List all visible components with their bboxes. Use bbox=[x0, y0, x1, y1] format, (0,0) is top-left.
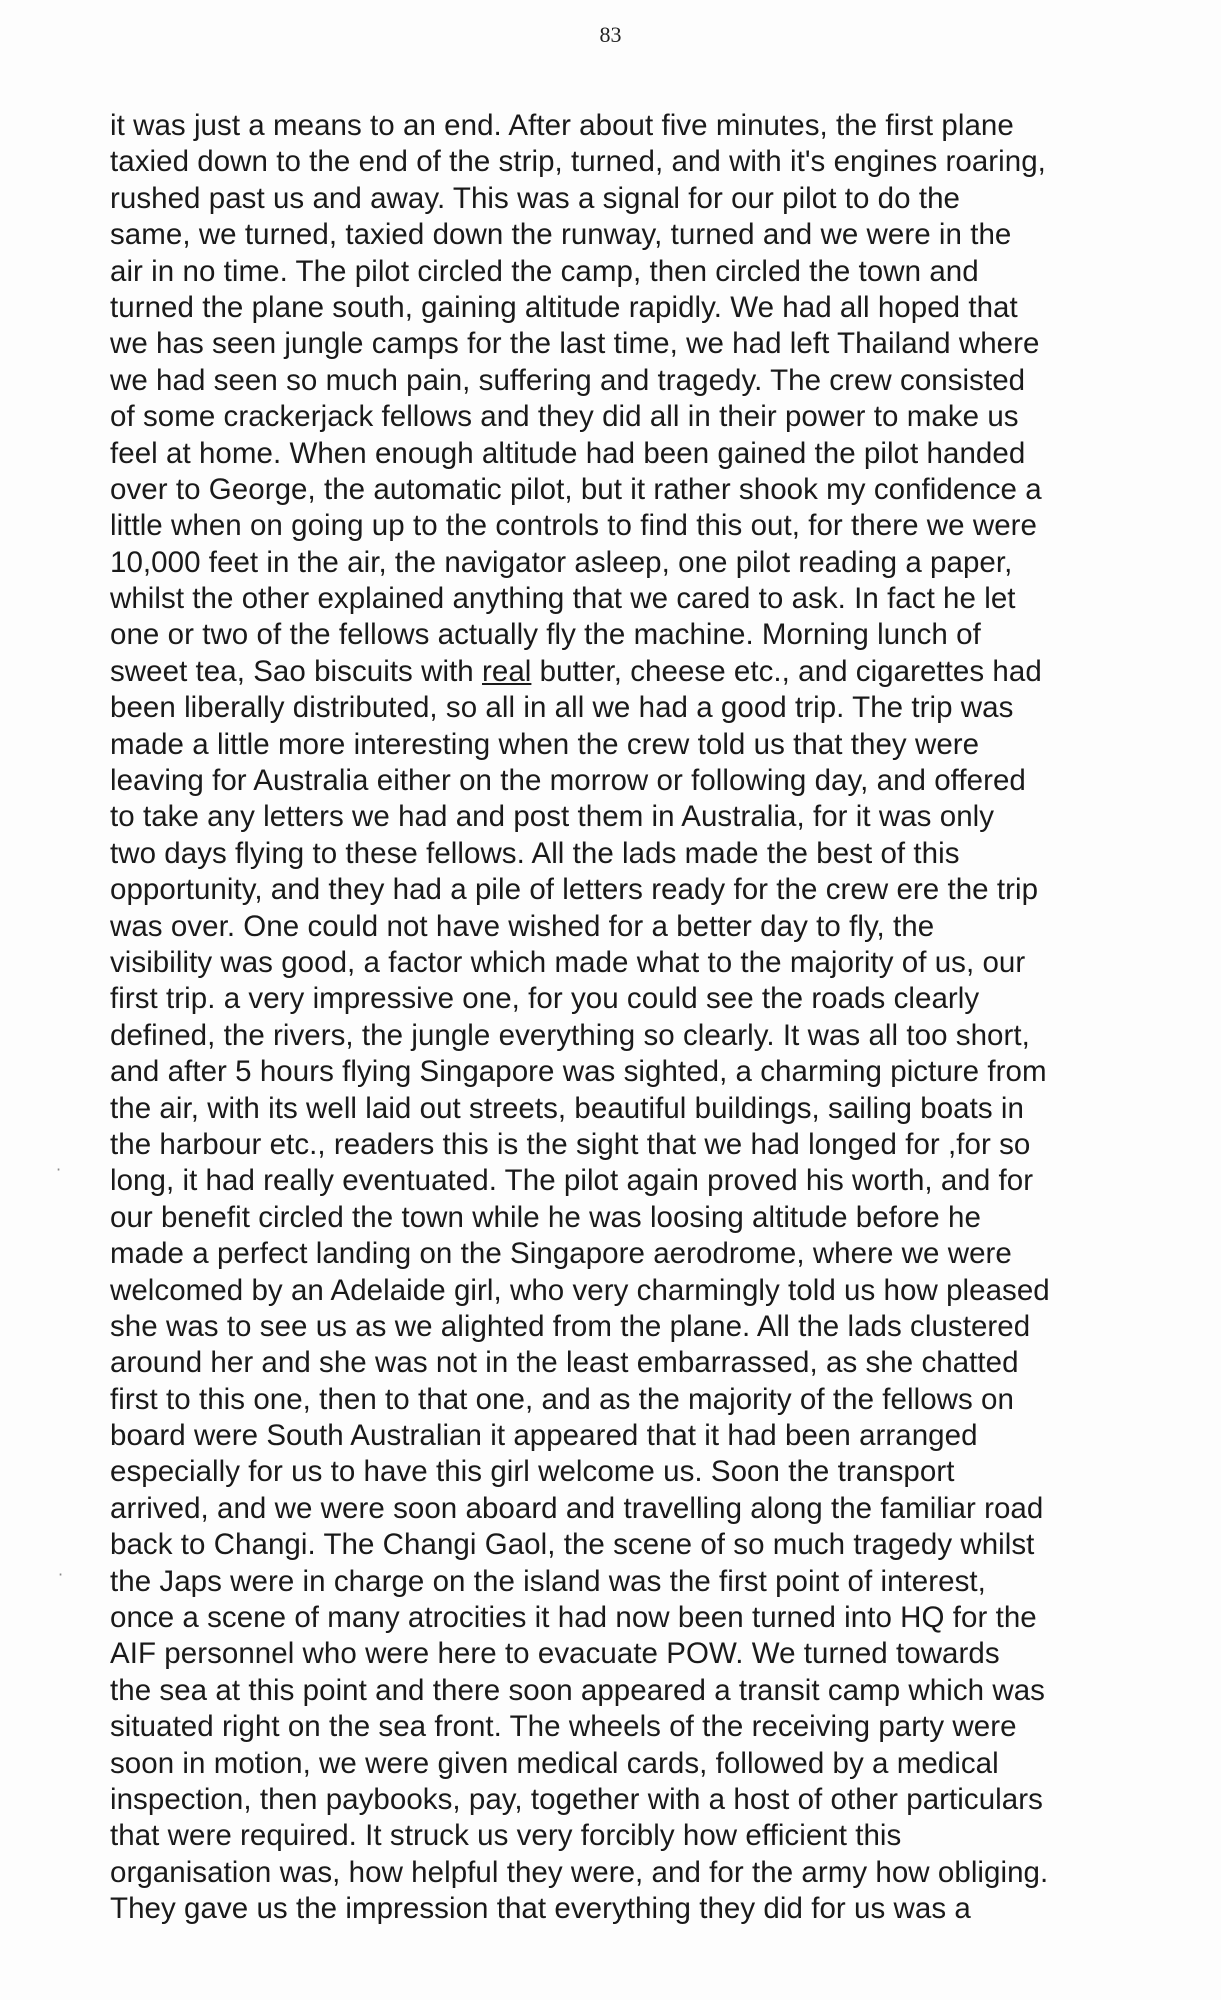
text-line: and after 5 hours flying Singapore was sighted, a charming picture from bbox=[110, 1055, 1047, 1089]
underlined-word: real bbox=[482, 654, 532, 688]
text-line: around her and she was not in the least embarrassed, as she chatted bbox=[110, 1346, 1019, 1380]
text-line: little when on going up to the controls to find this out, for there we were bbox=[110, 509, 1037, 543]
text-line: soon in motion, we were given medical cards, followed by a medical bbox=[110, 1746, 999, 1780]
text-line: we had seen so much pain, suffering and tragedy. The crew consisted bbox=[110, 363, 1026, 397]
text-line: welcomed by an Adelaide girl, who very charmingly told us how pleased bbox=[110, 1273, 1050, 1307]
page-number: 83 bbox=[599, 22, 622, 47]
text-line: inspection, then paybooks, pay, together with a host of other particulars bbox=[110, 1782, 1043, 1816]
text-line: the air, with its well laid out streets, beautiful buildings, sailing boats in bbox=[110, 1091, 1024, 1125]
text-line: organisation was, how helpful they were, and for the army how obliging. bbox=[110, 1855, 1049, 1889]
text-segment: butter, cheese etc., and cigarettes had bbox=[531, 654, 1042, 688]
text-line: over to George, the automatic pilot, but it rather shook my confidence a bbox=[110, 472, 1042, 506]
text-line: taxied down to the end of the strip, turned, and with it's engines roaring, bbox=[110, 145, 1046, 179]
text-line: our benefit circled the town while he was loosing altitude before he bbox=[110, 1200, 981, 1234]
scan-speck: · bbox=[58, 1565, 64, 1584]
text-line: she was to see us as we alighted from the plane. All the lads clustered bbox=[110, 1309, 1031, 1343]
text-line: defined, the rivers, the jungle everything so clearly. It was all too short, bbox=[110, 1018, 1030, 1052]
text-line: feel at home. When enough altitude had been gained the pilot handed bbox=[110, 436, 1026, 470]
text-line: 10,000 feet in the air, the navigator asleep, one pilot reading a paper, bbox=[110, 545, 1013, 579]
text-line: one or two of the fellows actually fly the machine. Morning lunch of bbox=[110, 618, 981, 652]
text-line: turned the plane south, gaining altitude rapidly. We had all hoped that bbox=[110, 290, 1018, 324]
text-line: visibility was good, a factor which made what to the majority of us, our bbox=[110, 945, 1026, 979]
text-line: arrived, and we were soon aboard and travelling along the familiar road bbox=[110, 1491, 1044, 1525]
text-line: leaving for Australia either on the morrow or following day, and offered bbox=[110, 764, 1026, 798]
text-line: been liberally distributed, so all in all we had a good trip. The trip was bbox=[110, 691, 1014, 725]
text-line: it was just a means to an end. After about five minutes, the first plane bbox=[110, 109, 1014, 142]
text-line: situated right on the sea front. The wheels of the receiving party were bbox=[110, 1710, 1017, 1744]
text-line: the harbour etc., readers this is the sight that we had longed for ,for so bbox=[110, 1127, 1031, 1161]
text-line: rushed past us and away. This was a signal for our pilot to do the bbox=[110, 181, 960, 215]
text-line: the sea at this point and there soon appeared a transit camp which was bbox=[110, 1673, 1045, 1707]
text-line: two days flying to these fellows. All the lads made the best of this bbox=[110, 836, 960, 870]
text-line: They gave us the impression that everything they did for us was a bbox=[110, 1892, 971, 1926]
text-line: we has seen jungle camps for the last time, we had left Thailand where bbox=[110, 327, 1040, 361]
text-line: to take any letters we had and post them in Australia, for it was only bbox=[110, 800, 995, 834]
text-line: once a scene of many atrocities it had now been turned into HQ for the bbox=[110, 1601, 1037, 1635]
text-line: back to Changi. The Changi Gaol, the scene of so much tragedy whilst bbox=[110, 1528, 1035, 1562]
text-line: especially for us to have this girl welcome us. Soon the transport bbox=[110, 1455, 955, 1489]
text-line: made a little more interesting when the crew told us that they were bbox=[110, 727, 980, 761]
text-line: first to this one, then to that one, and as the majority of the fellows on bbox=[110, 1382, 1014, 1416]
text-line: opportunity, and they had a pile of letters ready for the crew ere the trip bbox=[110, 873, 1039, 907]
text-line: AIF personnel who were here to evacuate POW. We turned towards bbox=[110, 1637, 1000, 1671]
text-line: air in no time. The pilot circled the camp, then circled the town and bbox=[110, 254, 979, 288]
text-line: long, it had really eventuated. The pilot again proved his worth, and for bbox=[110, 1164, 1034, 1198]
text-line: that were required. It struck us very forcibly how efficient this bbox=[110, 1819, 902, 1853]
text-line: same, we turned, taxied down the runway, turned and we were in the bbox=[110, 218, 1012, 252]
body-text bbox=[110, 108, 1120, 1928]
text-line: made a perfect landing on the Singapore aerodrome, where we were bbox=[110, 1237, 1012, 1271]
scan-speck: · bbox=[56, 1160, 62, 1179]
text-line: whilst the other explained anything that we cared to ask. In fact he let bbox=[110, 582, 1016, 616]
text-segment: sweet tea, Sao biscuits with bbox=[110, 654, 483, 688]
text-line bbox=[110, 654, 1120, 690]
text-line: the Japs were in charge on the island was the first point of interest, bbox=[110, 1564, 986, 1598]
text-line: of some crackerjack fellows and they did all in their power to make us bbox=[110, 400, 1019, 434]
text-line: board were South Australian it appeared that it had been arranged bbox=[110, 1419, 978, 1453]
text-line: first trip. a very impressive one, for you could see the roads clearly bbox=[110, 982, 980, 1016]
text-line: was over. One could not have wished for a better day to fly, the bbox=[110, 909, 935, 943]
